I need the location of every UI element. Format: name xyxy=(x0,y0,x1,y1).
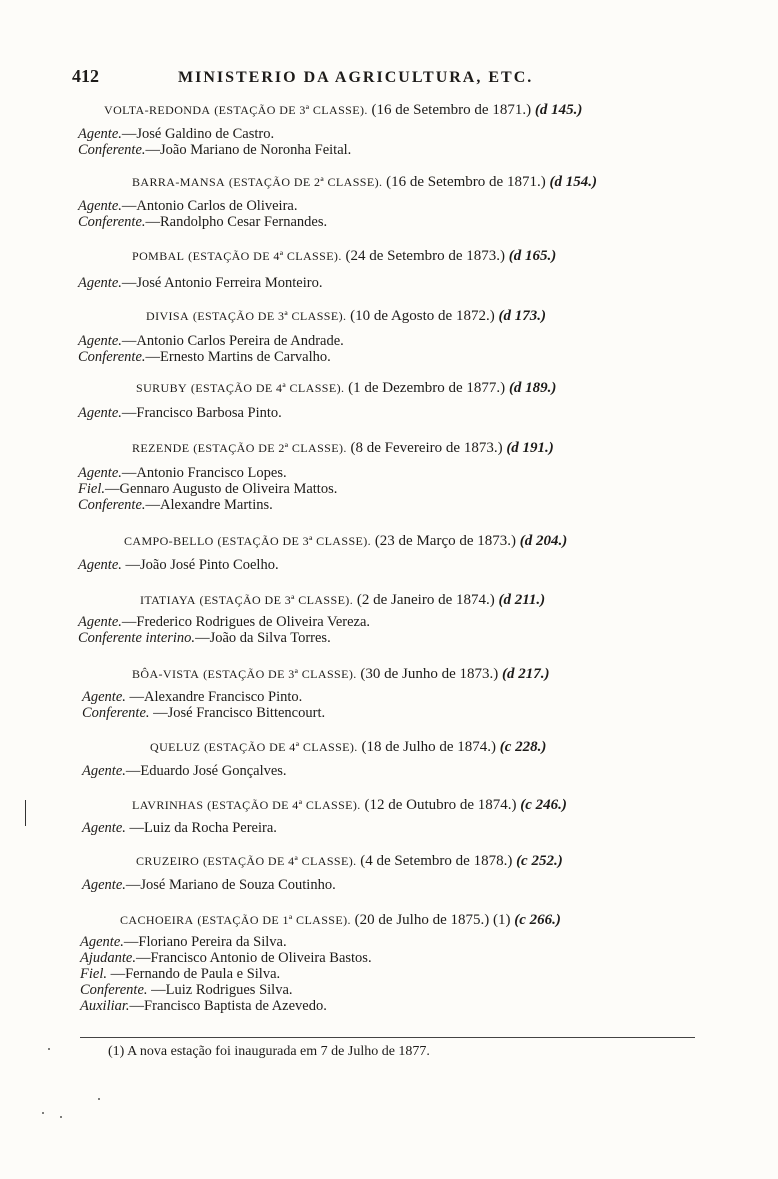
staff-name: —Alexandre Martins. xyxy=(145,497,273,513)
station-class: (ESTAÇÃO DE 4ª CLASSE). xyxy=(202,854,357,868)
station-heading xyxy=(132,664,550,684)
staff-row xyxy=(80,934,372,950)
margin-mark xyxy=(25,800,26,826)
staff-role: Conferente. xyxy=(78,497,146,513)
staff-role: Agente. xyxy=(78,405,122,421)
station-class: (ESTAÇÃO DE 4ª CLASSE). xyxy=(188,249,342,263)
staff-role: Agente. xyxy=(82,763,126,779)
staff-row xyxy=(78,497,337,513)
staff-name: —Luiz Rodrigues Silva. xyxy=(147,982,293,998)
station-heading xyxy=(150,737,546,757)
staff-name: —Francisco Baptista de Azevedo. xyxy=(129,998,327,1014)
station-class: (ESTAÇÃO DE 4ª CLASSE). xyxy=(207,798,361,812)
staff-row xyxy=(78,481,337,497)
staff-role: Fiel. xyxy=(80,966,107,982)
staff-row xyxy=(80,966,372,982)
staff-row xyxy=(78,214,327,230)
station-reference: (d 165.) xyxy=(508,248,557,264)
station-staff xyxy=(78,465,337,513)
station-heading xyxy=(136,851,563,871)
staff-name: —Eduardo José Gonçalves. xyxy=(125,763,287,779)
staff-role: Agente. xyxy=(78,126,122,142)
staff-row xyxy=(80,982,372,998)
staff-row xyxy=(82,820,277,836)
station-date: (1 de Dezembro de 1877.) xyxy=(348,380,506,396)
station-staff xyxy=(78,557,279,573)
staff-name: —João da Silva Torres. xyxy=(195,630,331,646)
footnote xyxy=(108,1044,430,1060)
station-date: (16 de Setembro de 1871.) xyxy=(371,102,532,118)
staff-row xyxy=(82,763,287,779)
station-staff xyxy=(78,126,351,158)
staff-role: Agente. xyxy=(82,877,126,893)
station-name: SURUBY xyxy=(136,381,188,395)
page-title: MINISTERIO DA AGRICULTURA, ETC. xyxy=(178,69,534,86)
staff-row xyxy=(78,126,351,142)
station-staff xyxy=(78,198,327,230)
staff-row xyxy=(78,142,351,158)
footnote-marker: (1) xyxy=(108,1044,125,1059)
station-name: LAVRINHAS xyxy=(132,798,204,812)
station-name: QUELUZ xyxy=(150,740,201,754)
staff-name: —Antonio Francisco Lopes. xyxy=(121,465,287,481)
staff-name: —João Mariano de Noronha Feital. xyxy=(145,142,352,158)
staff-name: —Gennaro Augusto de Oliveira Mattos. xyxy=(104,481,338,497)
staff-row xyxy=(78,349,344,365)
station-class: (ESTAÇÃO DE 3ª CLASSE). xyxy=(199,593,354,607)
staff-row xyxy=(78,465,337,481)
staff-name: —José Galdino de Castro. xyxy=(121,126,275,142)
staff-role: Ajudante. xyxy=(80,950,136,966)
station-staff xyxy=(82,877,336,893)
station-class: (ESTAÇÃO DE 3ª CLASSE). xyxy=(214,103,368,117)
staff-role: Auxiliar. xyxy=(80,998,130,1014)
staff-row xyxy=(78,198,327,214)
staff-name: —José Francisco Bittencourt. xyxy=(149,705,326,721)
station-class: (ESTAÇÃO DE 4ª CLASSE). xyxy=(204,740,358,754)
station-reference: (c 252.) xyxy=(516,853,563,869)
staff-role: Agente. xyxy=(78,275,122,291)
station-date: (23 de Março de 1873.) xyxy=(374,533,517,549)
footnote-reference: (1) xyxy=(492,912,511,928)
staff-role: Conferente. xyxy=(82,705,150,721)
station-date: (12 de Outubro de 1874.) xyxy=(364,797,517,813)
station-reference: (c 228.) xyxy=(499,739,547,755)
staff-name: —Randolpho Cesar Fernandes. xyxy=(145,214,328,230)
station-name: ITATIAYA xyxy=(140,593,196,607)
staff-row xyxy=(78,614,370,630)
staff-name: —José Mariano de Souza Coutinho. xyxy=(125,877,336,893)
station-heading xyxy=(132,795,567,815)
ink-speck xyxy=(42,1112,44,1114)
staff-role: Conferente. xyxy=(78,214,146,230)
staff-name: —Antonio Carlos de Oliveira. xyxy=(121,198,298,214)
staff-row xyxy=(82,705,325,721)
staff-role: Conferente interino. xyxy=(78,630,196,646)
station-heading xyxy=(132,246,556,266)
station-date: (24 de Setembro de 1873.) xyxy=(345,248,506,264)
staff-name: —José Antonio Ferreira Monteiro. xyxy=(121,275,323,291)
station-staff xyxy=(78,275,322,291)
station-staff xyxy=(82,689,325,721)
staff-row xyxy=(78,275,322,291)
staff-name: —Francisco Antonio de Oliveira Bastos. xyxy=(135,950,372,966)
station-reference: (d 145.) xyxy=(534,102,583,118)
ink-speck xyxy=(98,1098,100,1100)
station-date: (10 de Agosto de 1872.) xyxy=(350,308,495,324)
staff-name: —Luiz da Rocha Pereira. xyxy=(125,820,277,836)
station-heading xyxy=(120,910,561,930)
station-date: (2 de Janeiro de 1874.) xyxy=(356,592,495,608)
staff-name: —Ernesto Martins de Carvalho. xyxy=(145,349,331,365)
station-name: REZENDE xyxy=(132,441,190,455)
staff-row xyxy=(78,405,282,421)
staff-role: Agente. xyxy=(78,198,122,214)
station-staff xyxy=(78,405,282,421)
staff-role: Agente. xyxy=(82,689,126,705)
staff-name: —João José Pinto Coelho. xyxy=(121,557,279,573)
page-number: 412 xyxy=(72,66,99,86)
footnote-rule xyxy=(80,1037,695,1038)
station-class: (ESTAÇÃO DE 3ª CLASSE). xyxy=(192,309,347,323)
staff-row xyxy=(80,998,372,1014)
station-date: (16 de Setembro de 1871.) xyxy=(386,174,546,190)
station-reference: (d 211.) xyxy=(498,592,546,608)
station-staff xyxy=(78,333,344,365)
station-heading xyxy=(104,100,582,120)
station-staff xyxy=(80,934,372,1014)
station-reference: (c 266.) xyxy=(514,912,561,928)
page-header xyxy=(72,66,632,87)
station-name: CACHOEIRA xyxy=(120,913,194,927)
staff-role: Agente. xyxy=(82,820,126,836)
station-heading xyxy=(146,306,546,326)
ink-speck xyxy=(60,1116,62,1118)
station-class: (ESTAÇÃO DE 2ª CLASSE). xyxy=(228,175,383,189)
station-date: (4 de Setembro de 1878.) xyxy=(360,853,513,869)
staff-row xyxy=(78,630,370,646)
station-heading xyxy=(124,531,567,551)
station-reference: (d 204.) xyxy=(519,533,568,549)
station-reference: (d 173.) xyxy=(498,308,546,324)
staff-name: —Alexandre Francisco Pinto. xyxy=(125,689,303,705)
station-name: BARRA-MANSA xyxy=(132,175,226,189)
station-name: DIVISA xyxy=(146,309,190,323)
station-heading xyxy=(132,172,597,192)
station-date: (18 de Julho de 1874.) xyxy=(361,739,497,755)
footnote-text: A nova estação foi inaugurada em 7 de Julho de 1877. xyxy=(127,1044,430,1059)
staff-row xyxy=(82,877,336,893)
station-name: CRUZEIRO xyxy=(136,854,200,868)
station-class: (ESTAÇÃO DE 3ª CLASSE). xyxy=(217,534,372,548)
station-reference: (d 217.) xyxy=(502,666,550,682)
station-heading xyxy=(132,438,554,458)
ink-speck xyxy=(48,1048,50,1050)
staff-role: Agente. xyxy=(78,465,122,481)
station-heading xyxy=(140,590,545,610)
station-date: (30 de Junho de 1873.) xyxy=(360,666,499,682)
station-name: POMBAL xyxy=(132,249,185,263)
station-reference: (d 189.) xyxy=(508,380,557,396)
station-staff xyxy=(82,820,277,836)
station-heading xyxy=(136,378,556,398)
staff-name: —Francisco Barbosa Pinto. xyxy=(121,405,282,421)
staff-row xyxy=(78,333,344,349)
staff-role: Conferente. xyxy=(78,349,146,365)
staff-role: Conferente. xyxy=(78,142,146,158)
station-name: BÔA-VISTA xyxy=(132,667,200,681)
staff-role: Agente. xyxy=(78,557,122,573)
station-name: VOLTA-REDONDA xyxy=(104,103,211,117)
staff-row xyxy=(80,950,372,966)
station-reference: (d 191.) xyxy=(506,440,554,456)
station-reference: (c 246.) xyxy=(520,797,567,813)
staff-role: Agente. xyxy=(78,333,122,349)
station-date: (20 de Julho de 1875.) xyxy=(354,912,490,928)
station-reference: (d 154.) xyxy=(549,174,597,190)
station-name: CAMPO-BELLO xyxy=(124,534,214,548)
staff-role: Fiel. xyxy=(78,481,105,497)
staff-role: Agente. xyxy=(80,934,124,950)
station-class: (ESTAÇÃO DE 4ª CLASSE). xyxy=(190,381,345,395)
staff-name: —Antonio Carlos Pereira de Andrade. xyxy=(121,333,344,349)
station-class: (ESTAÇÃO DE 3ª CLASSE). xyxy=(203,667,357,681)
staff-role: Agente. xyxy=(78,614,122,630)
staff-row xyxy=(78,557,279,573)
station-date: (8 de Fevereiro de 1873.) xyxy=(350,440,503,456)
station-class: (ESTAÇÃO DE 1ª CLASSE). xyxy=(197,913,351,927)
staff-role: Conferente. xyxy=(80,982,148,998)
staff-name: —Fernando de Paula e Silva. xyxy=(106,966,281,982)
station-staff xyxy=(78,614,370,646)
staff-row xyxy=(82,689,325,705)
station-staff xyxy=(82,763,287,779)
staff-name: —Floriano Pereira da Silva. xyxy=(123,934,287,950)
staff-name: —Frederico Rodrigues de Oliveira Vereza. xyxy=(121,614,371,630)
station-class: (ESTAÇÃO DE 2ª CLASSE). xyxy=(193,441,347,455)
